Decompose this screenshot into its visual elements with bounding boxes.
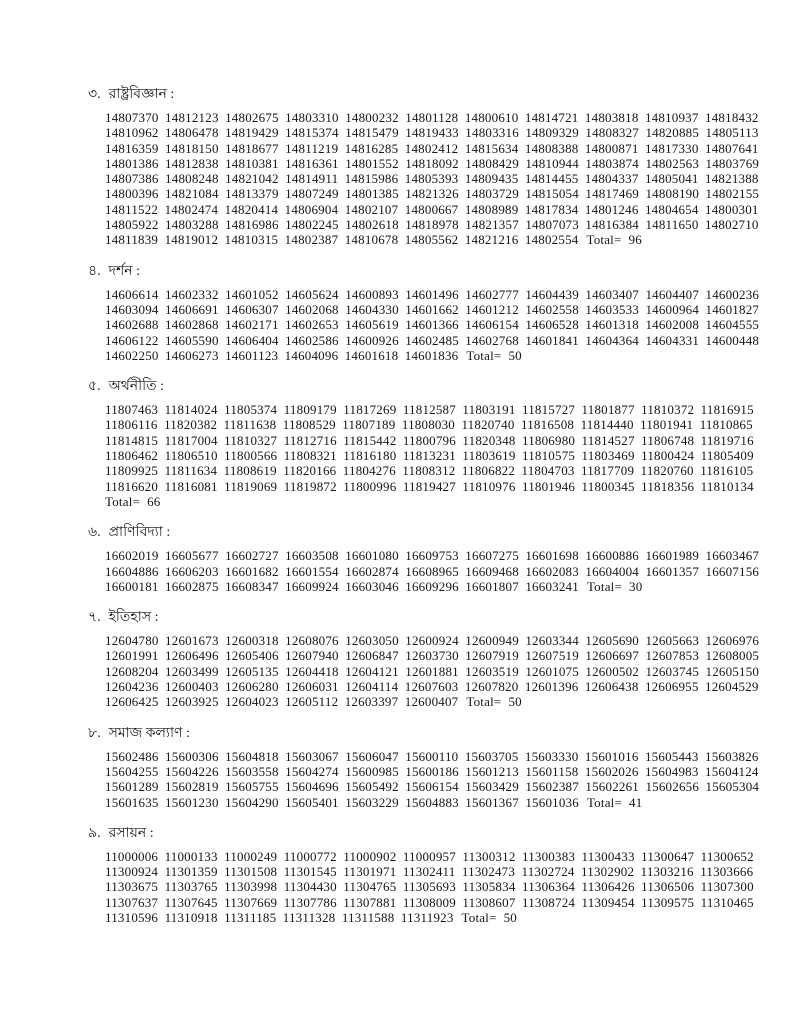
roll-number-row: 14602688 14602868 14602171 14602653 14605619 14601366 14606154 14606528 14601318 14602008 14604555: [105, 317, 760, 333]
section-header: [88, 263, 751, 281]
roll-number-row: 14810962 14806478 14819429 14815374 14815479 14819433 14803316 14809329 14808327 14820885 14805113: [105, 125, 759, 141]
roll-number-row: 14801386 14812838 14810381 14816361 14801552 14818092 14808429 14810944 14803874 14802563 14803769: [105, 155, 760, 171]
roll-number-row: 12601991 12606496 12605406 12607940 12606847 12603730 12607919 12607519 12606697 12607853 12608005: [105, 648, 760, 664]
roll-number-row: 11310596 11310918 11311185 11311328 11311588 11311923 Total= 50: [105, 909, 518, 925]
section-header: [88, 825, 751, 843]
roll-number-row: 14816359 14818150 14818677 14811219 14816285 14802412 14815634 14808388 14800871 14817330 14807641: [105, 140, 759, 156]
total-value: 50: [508, 347, 522, 363]
section-number: ৩.: [88, 87, 101, 102]
section-number: ৮.: [88, 725, 101, 741]
roll-number-row: 11806462 11806510 11800566 11808321 11816180 11813231 11803619 11810575 11803469 11800424 11805409: [105, 448, 754, 464]
section-title: দর্শন :: [108, 263, 140, 279]
roll-number-row: 15604255 15604226 15603558 15604274 15600985 15600186 15601213 15601158 15602026 15604983 15604124: [105, 763, 759, 779]
roll-number-row: 14606614 14602332 14601052 14605624 14600893 14601496 14602777 14604439 14603407 14604407 14600236: [105, 286, 760, 302]
section-header: [88, 86, 751, 104]
total-label: Total=: [586, 232, 622, 248]
roll-number-row: 14606122 14605590 14606404 14602586 14600926 14602485 14602768 14601841 14604364 14604331 14600448: [105, 332, 760, 348]
total-label: Total=: [461, 909, 497, 925]
roll-number-row: 11814815 11817004 11810327 11812716 11815442 11800796 11820348 11806980 11814527 11806748 11819716: [105, 432, 754, 448]
total-value: 66: [147, 493, 161, 509]
roll-number-row: 16604886 16606203 16601682 16601554 16602874 16608965 16609468 16602083 16604004 16601357 16607156: [105, 563, 760, 579]
subject-section: [88, 524, 760, 594]
roll-number-row: 15601635 15601230 15604290 15605401 15603229 15604883 15601367 15601036 Total= 41: [105, 794, 643, 810]
total-value: 50: [508, 694, 522, 710]
total-row: [105, 494, 751, 509]
roll-number-row: 14811839 14819012 14810315 14802387 14810678 14805562 14821216 14802554 Total= 96: [105, 232, 642, 248]
subject-section: [88, 609, 760, 710]
section-header: [88, 378, 751, 396]
roll-number-row: 12606425 12603925 12604023 12605112 12603397 12600407 Total= 50: [105, 694, 522, 710]
roll-number-row: 11303675 11303765 11303998 11304430 11304765 11305693 11305834 11306364 11306426 11306506 11307300: [105, 879, 754, 895]
total-label: Total=: [466, 347, 502, 363]
section-header: [88, 609, 751, 627]
roll-number-row: 11300924 11301359 11301508 11301545 11301971 11302411 11302473 11302724 11302902 11303216 11303666: [105, 864, 754, 880]
section-header: [88, 524, 751, 542]
roll-number-row: 14807370 14812123 14802675 14803310 14800232 14801128 14800610 14814721 14803818 14810937 14818432: [105, 110, 759, 125]
subject-section: [88, 263, 760, 363]
section-rows: [88, 748, 760, 810]
section-rows: [88, 110, 760, 248]
roll-number-row: 11000006 11000133 11000249 11000772 11000902 11000957 11300312 11300383 11300433 11300647 11300652: [105, 848, 754, 864]
total-label: Total=: [105, 493, 141, 509]
roll-number-row: 15602486 15600306 15604818 15603067 15606047 15600110 15603705 15603330 15601016 15605443 15603826: [105, 748, 759, 764]
section-number: ৭.: [88, 610, 101, 626]
section-rows: [88, 633, 760, 710]
roll-number-row: 12608204 12603499 12605135 12604418 12604121 12601881 12603519 12601075 12600502 12603745 12605150: [105, 663, 760, 679]
roll-number-row: 11807463 11814024 11805374 11809179 11817269 11812587 11803191 11815727 11801877 11810372 11816915: [105, 402, 754, 418]
roll-number-row: 12604236 12600403 12606280 12606031 12604114 12607603 12607820 12601396 12606438 12606955 12604529: [105, 679, 759, 695]
section-header: [88, 725, 751, 743]
section-rows: [88, 548, 760, 594]
subject-section: [88, 825, 754, 925]
section-rows: [88, 402, 754, 509]
section-number: ৯.: [88, 825, 101, 841]
section-rows: [88, 286, 760, 363]
section-title: প্রাণিবিদ্যা :: [108, 525, 171, 541]
roll-number-row: 16600181 16602875 16608347 16609924 16603046 16609296 16601807 16603241 Total= 30: [105, 578, 643, 594]
total-value: 50: [503, 909, 518, 925]
roll-number-row: 14811522 14802474 14820414 14806904 14802107 14800667 14808989 14817834 14801246 14804654 14800301: [105, 201, 759, 217]
total-label: Total=: [466, 694, 502, 710]
roll-number-row: 11816620 11816081 11819069 11819872 11800996 11819427 11810976 11801946 11800345 11818356 11810134: [105, 478, 754, 494]
roll-number-row: 11307637 11307645 11307669 11307786 11307881 11308009 11308607 11308724 11309454 11309575 11310465: [105, 894, 754, 910]
roll-number-row: 11809925 11811634 11808619 11820166 11804276 11808312 11806822 11804703 11817709 11820760 11816105: [105, 463, 754, 479]
roll-number-row: 14603094 14606691 14606307 14602068 14604330 14601662 14601212 14602558 14603533 14600964 14601827: [105, 301, 760, 317]
section-title: অর্থনীতি :: [108, 379, 165, 395]
total-value: 96: [628, 232, 642, 248]
section-number: ৪.: [88, 263, 101, 279]
total-label: Total=: [586, 578, 623, 594]
section-title: ইতিহাস :: [108, 610, 159, 626]
total-value: 30: [629, 578, 643, 594]
document-body: [88, 86, 760, 925]
section-number: ৫.: [88, 379, 101, 395]
roll-number-row: 11806116 11820382 11811638 11808529 11807189 11808030 11820740 11816508 11814440 11801941 11810865: [105, 417, 753, 433]
roll-number-row: 15601289 15602819 15605755 15604696 15605492 15606154 15603429 15602387 15602261 15602656 15605304: [105, 779, 760, 795]
roll-number-row: 14800396 14821084 14813379 14807249 14801385 14821326 14803729 14815054 14817469 14808190 14802155: [105, 186, 760, 202]
roll-number-row: 16602019 16605677 16602727 16603508 16601080 16609753 16607275 16601698 16600886 16601989 16603467: [105, 548, 760, 564]
total-label: Total=: [586, 794, 623, 810]
roll-number-row: 12604780 12601673 12600318 12608076 12603050 12600924 12600949 12603344 12605690 12605663 12606976: [105, 633, 760, 649]
roll-number-row: 14602250 14606273 14601123 14604096 14601618 14601836 Total= 50: [105, 347, 522, 363]
total-value: 41: [629, 794, 643, 810]
section-title: রসায়ন :: [108, 825, 154, 841]
section-rows: [88, 848, 754, 925]
subject-section: [88, 725, 760, 810]
roll-number-row: 14805922 14803288 14816986 14802245 14802618 14818978 14821357 14807073 14816384 14811650 14802710: [105, 217, 759, 233]
section-title: সমাজ কল্যাণ :: [108, 725, 190, 741]
subject-section: [88, 86, 760, 248]
section-number: ৬.: [88, 525, 101, 541]
subject-section: [88, 378, 754, 509]
section-title: রাষ্ট্রবিজ্ঞান :: [108, 87, 175, 102]
roll-number-row: 14807386 14808248 14821042 14814911 14815986 14805393 14809435 14814455 14804337 14805041 14821388: [105, 171, 759, 187]
